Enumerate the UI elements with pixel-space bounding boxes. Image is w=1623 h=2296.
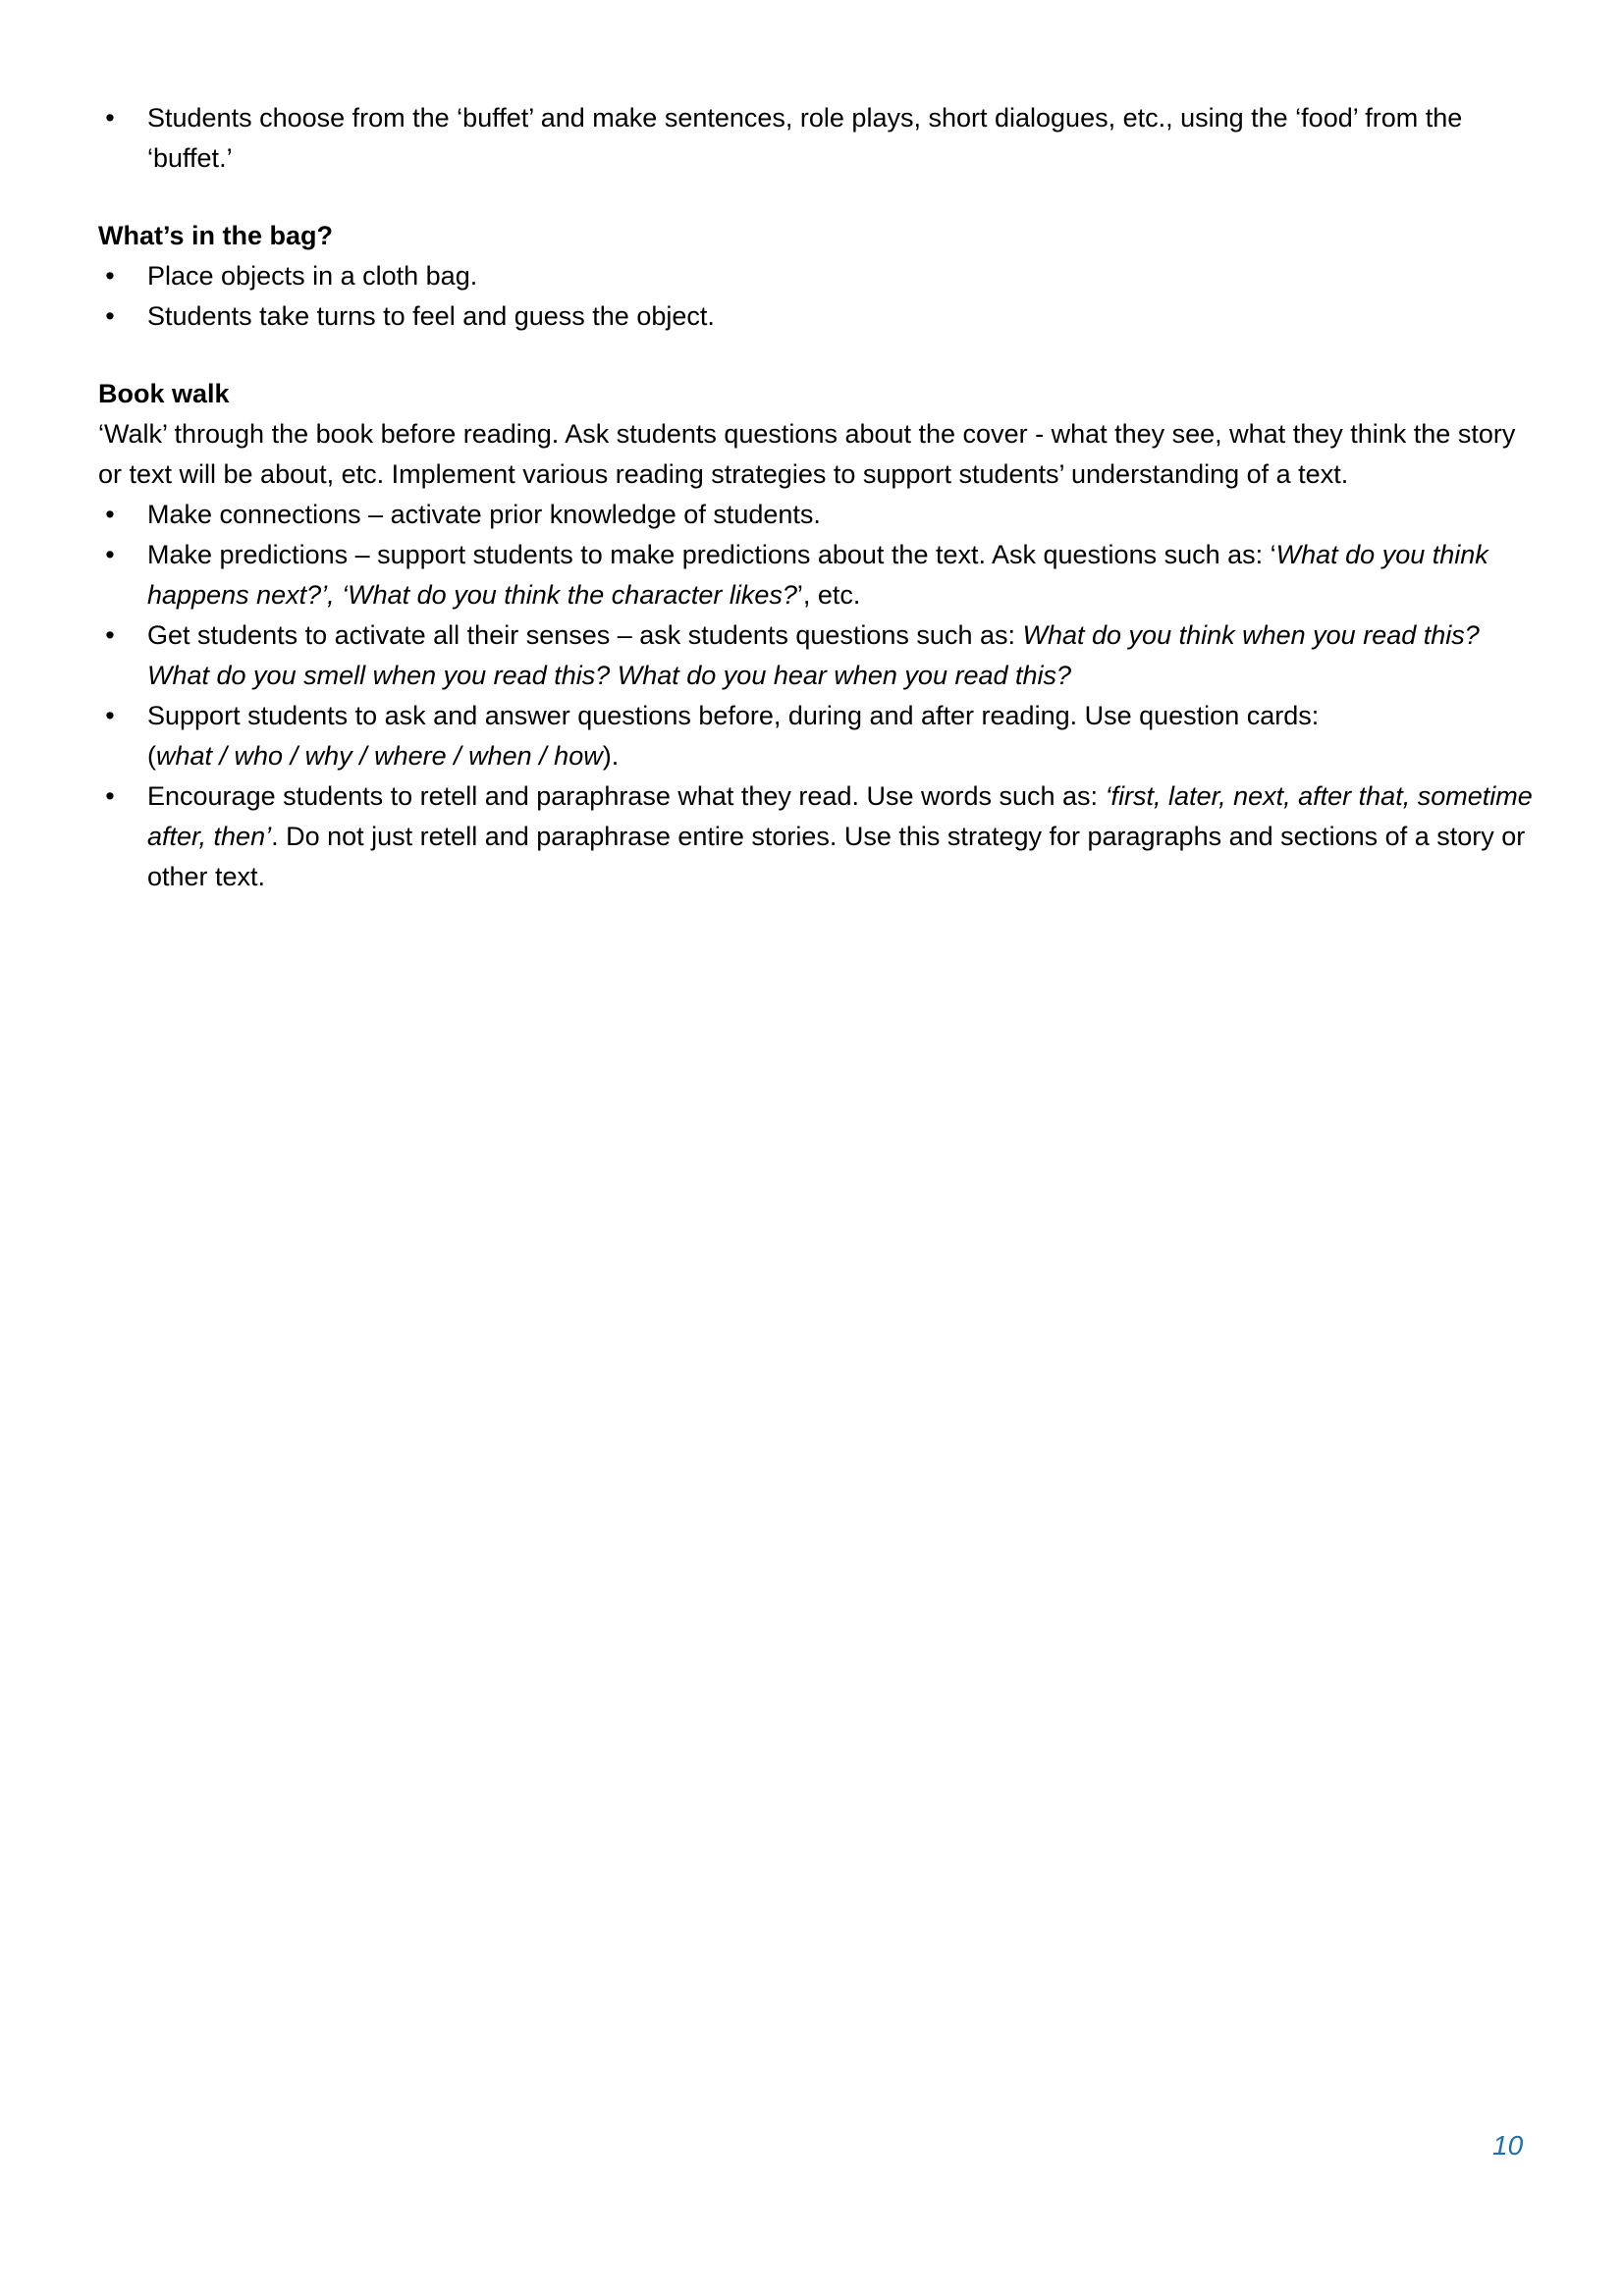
- list-item-text: Place objects in a cloth bag.: [147, 261, 478, 291]
- list-item-text: Students choose from the ‘buffet’ and make sentences, role plays, short dialogues, etc., using the ‘food’ from the ‘buffet.’: [147, 103, 1463, 173]
- bag-heading: What’s in the bag?: [98, 221, 333, 250]
- bag-list: [98, 256, 1542, 337]
- bullet-icon: •: [105, 500, 115, 529]
- list-item-tail: . Do not just retell and paraphrase entire stories. Use this strategy for paragraphs and sections of a story or other text.: [147, 822, 1526, 891]
- list-item: [98, 535, 1542, 615]
- list-item-italic: What do you think when you read this? What do you smell when you read this? What do you hear when you read this?: [147, 620, 1480, 690]
- bullet-icon: •: [105, 103, 115, 133]
- page-number: 10: [1492, 2130, 1524, 2161]
- list-item-text: Encourage students to retell and paraphrase what they read. Use words such as:: [147, 781, 1106, 811]
- bullet-icon: •: [105, 620, 115, 650]
- paren-close: ).: [602, 741, 620, 771]
- list-item: [98, 696, 1542, 776]
- document-page: [98, 98, 1542, 897]
- book-walk-intro: ‘Walk’ through the book before reading. Ask students questions about the cover - what they see, what they think the story or text will be about, etc. Implement various reading strategies to support students’ understanding of a text.: [98, 419, 1516, 489]
- bullet-icon: •: [105, 261, 115, 291]
- list-item-text: Make connections – activate prior knowledge of students.: [147, 500, 821, 529]
- buffet-list: [98, 98, 1542, 179]
- list-item: [98, 256, 1542, 296]
- bullet-icon: •: [105, 540, 115, 569]
- bullet-icon: •: [105, 301, 115, 331]
- list-item: [98, 776, 1542, 897]
- paren-open: (: [147, 741, 156, 771]
- list-item: [98, 98, 1542, 179]
- list-item: [98, 296, 1542, 337]
- list-item-text: Students take turns to feel and guess the object.: [147, 301, 715, 331]
- bullet-icon: •: [105, 781, 115, 811]
- question-words: what / who / why / where / when / how: [156, 741, 603, 771]
- list-item-italic: ‘first, later, next, after that, sometime after, then’: [147, 781, 1533, 851]
- list-item-text: Get students to activate all their senses – ask students questions such as:: [147, 620, 1023, 650]
- list-item-text: Make predictions – support students to make predictions about the text. Ask questions such as: ‘: [147, 540, 1276, 569]
- list-item-tail: ’, etc.: [796, 580, 861, 610]
- list-item-italic: What do you think happens next?’, ‘What do you think the character likes?: [147, 540, 1488, 610]
- list-item-text: Support students to ask and answer questions before, during and after reading. Use question cards:: [147, 701, 1320, 730]
- list-item: [98, 615, 1542, 696]
- book-walk-heading: Book walk: [98, 379, 230, 408]
- book-walk-list: [98, 495, 1542, 897]
- list-item: [98, 495, 1542, 535]
- bullet-icon: •: [105, 701, 115, 730]
